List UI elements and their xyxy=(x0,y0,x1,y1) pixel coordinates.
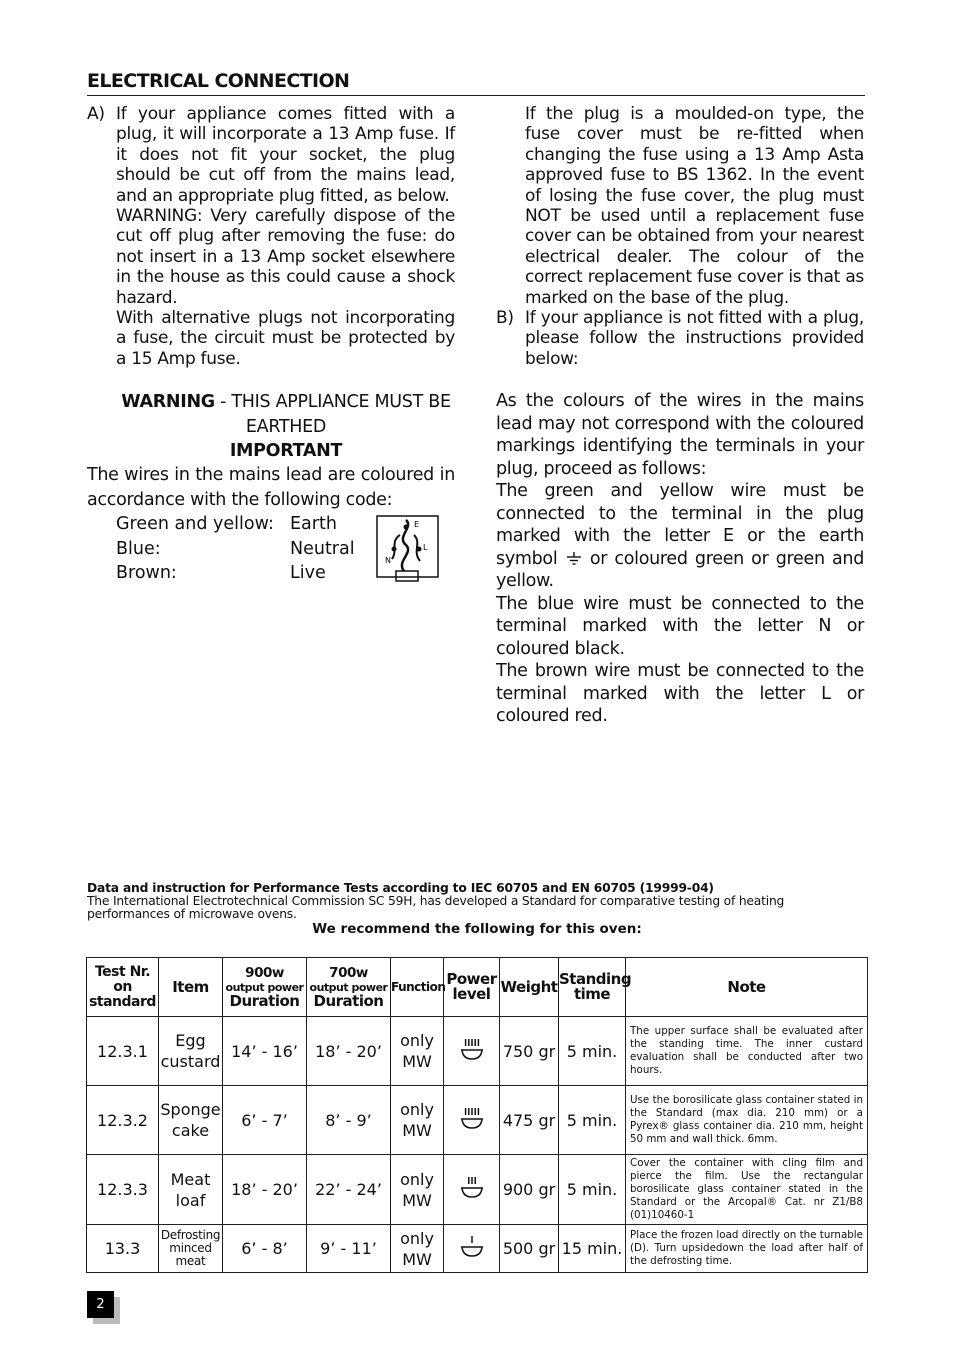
a-paragraph-3: With alternative plugs not incorporating a fuse, the circuit must be protected by a 15 Amp fuse. xyxy=(116,308,455,369)
header-900w: 900w output power Duration xyxy=(223,958,307,1017)
wire-code-list xyxy=(116,512,376,586)
section-a xyxy=(87,104,455,369)
bowl-shape xyxy=(462,1050,482,1059)
header-weight: Weight xyxy=(500,958,559,1017)
bowl-shape xyxy=(462,1247,482,1256)
tests-intro xyxy=(87,882,867,921)
heading-rule xyxy=(87,95,865,96)
header-item: Item xyxy=(159,958,223,1017)
important-label: IMPORTANT xyxy=(229,441,343,461)
header-note: Note xyxy=(626,958,868,1017)
power-level-icon xyxy=(457,1105,487,1131)
tests-description: The International Electrotechnical Commission SC 59H, has developed a Standard for comparative testing of heating performances of microwave ovens. xyxy=(87,894,785,921)
fuse-cover-paragraph: If the plug is a moulded-on type, the fuse cover must be re-fitted when changing the fuse using a 13 Amp Asta approved fuse to BS 1362. In the event of losing the fuse cover, the plug must NOT be used until a replacement fuse cover can be obtained from your nearest electrical dealer. The colour of the correct replacement fuse cover is that as marked on the base of the plug. xyxy=(525,104,864,308)
bowl-shape xyxy=(462,1188,482,1197)
wiring-paragraph-2: The green and yellow wire must be connected to the terminal in the plug marked with the letter E or the earth symbol or coloured green or green and yellow. xyxy=(496,481,864,591)
section-heading: ELECTRICAL CONNECTION xyxy=(87,70,350,92)
code-intro: The wires in the mains lead are coloured in accordance with the following code: xyxy=(87,465,455,510)
table-row: 12.3.3 Meat loaf 18’ - 20’ 22’ - 24’ only MW 900 gr 5 min. Cover the container with cling film and pierce the film. Use the rectangular borosilicate glass container stated in the Standard or the Arcopal® Cat. nr Z1/B8 (01)10460-1 xyxy=(87,1155,868,1225)
power-level-icon xyxy=(457,1233,487,1259)
page-number: 2 xyxy=(87,1291,114,1318)
header-power-level: Power level xyxy=(444,958,500,1017)
wiring-instructions xyxy=(496,390,864,728)
plug-label-l: L xyxy=(423,543,428,552)
wire-code-row: Green and yellow: Earth xyxy=(116,514,337,534)
wiring-paragraph-4: The brown wire must be connected to the terminal marked with the letter L or coloured red. xyxy=(496,661,864,726)
plug-wiring-icon xyxy=(376,515,440,585)
tests-title: Data and instruction for Performance Tests according to IEC 60705 and EN 60705 (19999-04) xyxy=(87,881,714,895)
bowl-shape xyxy=(462,1119,482,1128)
header-function: Function xyxy=(391,958,444,1017)
item-label-a: A) xyxy=(87,104,105,124)
recommend-heading: We recommend the following for this oven: xyxy=(312,921,642,937)
section-fuse-cover xyxy=(496,104,864,369)
table-header-row xyxy=(87,958,868,1017)
wire-code-row: Blue: Neutral xyxy=(116,538,355,559)
power-level-icon xyxy=(457,1174,487,1200)
warning-text: - THIS APPLIANCE MUST BE EARTHED xyxy=(214,392,451,437)
warning-block xyxy=(87,390,485,464)
table-row: 13.3 Defrosting minced meat 6’ - 8’ 9’ - 11’ only MW 500 gr 15 min. Place the frozen load directly on the turnable (D). Turn upsidedown the load after half of the defrosting time. xyxy=(87,1225,868,1273)
header-700w: 700w output power Duration xyxy=(307,958,391,1017)
table-row: 12.3.1 Egg custard 14’ - 16’ 18’ - 20’ only MW 750 gr 5 min. The upper surface shall be evaluated after the standing time. The inner custard evaluation shall be conducted after two hours. xyxy=(87,1017,868,1086)
header-standing-time: Standing time xyxy=(559,958,626,1017)
item-label-b: B) xyxy=(496,308,514,329)
a-paragraph-1: If your appliance comes fitted with a plug, it will incorporate a 13 Amp fuse. If it does not fit your socket, the plug should be cut off from the mains lead, and an appropriate plug fitted, as below. xyxy=(116,104,455,206)
earth-symbol-icon xyxy=(565,552,583,566)
plug-label-e: E xyxy=(414,520,420,529)
power-level-icon xyxy=(457,1036,487,1062)
wiring-paragraph-1: As the colours of the wires in the mains lead may not correspond with the coloured markings identifying the terminals in your plug, proceed as follows: xyxy=(496,391,864,479)
performance-table xyxy=(86,957,868,1273)
b-paragraph: If your appliance is not fitted with a plug, please follow the instructions provided below: xyxy=(525,308,864,369)
plug-label-n: N xyxy=(385,556,391,565)
warning-label: WARNING xyxy=(121,392,215,412)
header-test-nr: Test Nr. on standard xyxy=(87,958,159,1017)
a-paragraph-2: WARNING: Very carefully dispose of the cut off plug after removing the fuse: do not insert in a 13 Amp socket elsewhere in the house as this could cause a shock hazard. xyxy=(116,206,455,308)
wiring-paragraph-3: The blue wire must be connected to the terminal marked with the letter N or coloured black. xyxy=(496,593,864,659)
wire-code-row: Brown: Live xyxy=(116,563,326,583)
table-row: 12.3.2 Sponge cake 6’ - 7’ 8’ - 9’ only MW 475 gr 5 min. Use the borosilicate glass container stated in the Standard (max dia. 210 mm) or a Pyrex® glass container dia. 210 mm, height 50 mm and wall thick. 6mm. xyxy=(87,1086,868,1155)
